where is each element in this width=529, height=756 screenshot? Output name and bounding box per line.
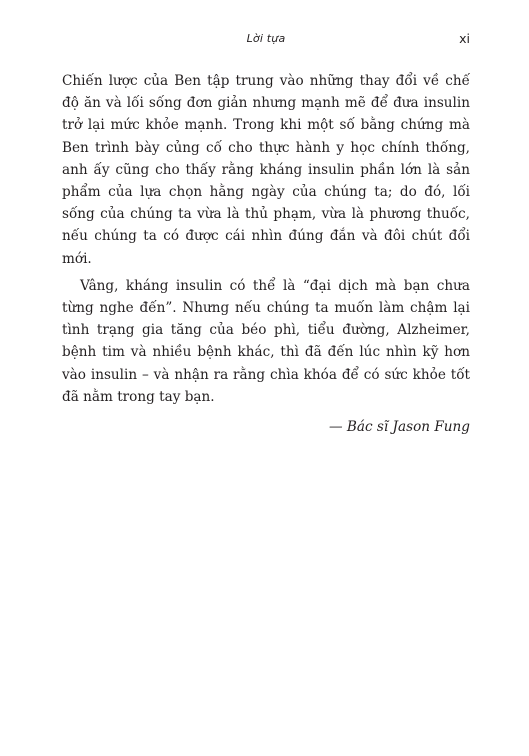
running-head: Lời tựa: [246, 32, 286, 45]
foreword-body: [62, 70, 470, 438]
page-header: [62, 30, 470, 50]
author-signature: — Bác sĩ Jason Fung: [328, 419, 470, 436]
paragraph-2: Vâng, kháng insulin có thể là “đại dịch mà bạn chưa từng nghe đến”. Nhưng nếu chúng ta muốn làm chậm lại tình trạng gia tăng của béo phì, tiểu đường, Alzheimer, bệnh tim và nhiều bệnh khác, thì đã đến lúc nhìn kỹ hơn vào insulin – và nhận ra rằng chìa khóa để có sức khỏe tốt đã nằm trong tay bạn.: [62, 277, 470, 405]
paragraph-1: Chiến lược của Ben tập trung vào những thay đổi về chế độ ăn và lối sống đơn giản nhưng mạnh mẽ để đưa insulin trở lại mức khỏe mạnh. Trong khi một số bằng chứng mà Ben trình bày củng cố cho thực hành y học chính thống, anh ấy cũng cho thấy rằng kháng insulin phần lớn là sản phẩm của lựa chọn hằng ngày của chúng ta; do đó, lối sống của chúng ta vừa là thủ phạm, vừa là phương thuốc, nếu chúng ta có được cái nhìn đúng đắn và đôi chút đổi mới.: [62, 73, 470, 267]
page-number: xi: [459, 31, 470, 46]
